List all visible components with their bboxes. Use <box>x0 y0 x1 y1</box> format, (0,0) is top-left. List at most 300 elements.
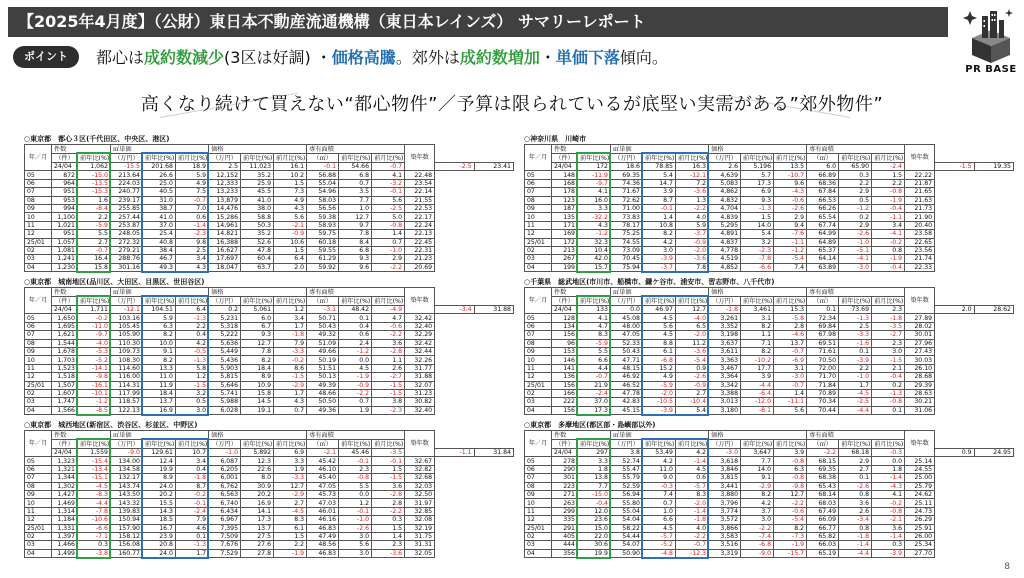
table-cell: 9.3 <box>241 331 274 339</box>
table-cell: 6.4 <box>176 306 209 314</box>
table-cell: 66.53 <box>807 196 839 204</box>
table-cell: -15.3 <box>78 188 111 196</box>
table-row <box>25 457 514 465</box>
table-cell: -1.5 <box>372 381 405 389</box>
table-cell: 22.31 <box>405 246 435 254</box>
table-cell: 148 <box>552 171 578 179</box>
row-ym: 02 <box>525 246 552 254</box>
table-cell: 31.88 <box>405 373 435 381</box>
table-row <box>25 339 514 347</box>
table-row <box>25 356 514 364</box>
panel-title: ○東京都 城西地区(新宿区、渋谷区、杉並区、中野区) <box>24 421 198 429</box>
table-cell: 16,388 <box>209 238 241 246</box>
table-cell: 5,318 <box>209 322 241 330</box>
table-cell: 1.1 <box>372 356 405 364</box>
table-cell: 3.4 <box>176 457 209 465</box>
table-cell: 2.2 <box>839 179 872 187</box>
table-cell: 1.8 <box>872 465 905 473</box>
row-ym: 09 <box>25 204 52 212</box>
table-cell: 1.5 <box>872 171 905 179</box>
table-cell: -6.4 <box>741 389 774 397</box>
table-cell: 42.83 <box>611 398 643 406</box>
table-row <box>525 322 1014 330</box>
table-cell: -1.1 <box>435 449 474 457</box>
table-cell: 66.26 <box>807 204 839 212</box>
header-yoy: 前年比(%) <box>643 297 676 306</box>
table-cell: 3.4 <box>176 255 209 263</box>
table-cell: 3,261 <box>709 314 741 322</box>
table-cell: 69.35 <box>611 171 643 179</box>
header-unit-price-unit: （万円） <box>111 297 143 306</box>
table-cell: 3,441 <box>709 482 741 490</box>
table-cell: 223 <box>552 482 578 490</box>
table-cell: -2.2 <box>676 204 709 212</box>
table-cell: -3.7 <box>676 230 709 238</box>
table-cell: 335 <box>552 516 578 524</box>
row-ym: 06 <box>525 465 552 473</box>
table-cell: 1.9 <box>339 406 372 414</box>
table-cell: 6,205 <box>209 465 241 473</box>
table-cell: -7.4 <box>741 532 774 540</box>
table-cell: 279.21 <box>111 246 143 254</box>
table-cell: 3.0 <box>643 246 676 254</box>
table-cell: 2.7 <box>839 465 872 473</box>
row-ym: 12 <box>525 230 552 238</box>
table-cell: -5.9 <box>643 381 676 389</box>
table-cell: 8.7 <box>643 196 676 204</box>
table-cell: 143.74 <box>111 482 143 490</box>
table-cell: 71.00 <box>611 204 643 212</box>
table-cell: 16.0 <box>578 196 611 204</box>
table-cell: -2.0 <box>676 331 709 339</box>
table-cell: 29.39 <box>905 381 935 389</box>
table-cell: 25.0 <box>143 179 176 187</box>
table-row <box>525 406 1014 414</box>
table-cell: 2.3 <box>372 541 405 549</box>
table-cell: 46.16 <box>307 516 339 524</box>
table-cell: 5,231 <box>209 314 241 322</box>
table-cell: 0.4 <box>176 465 209 473</box>
table-cell: -10.4 <box>676 398 709 406</box>
table-cell: 3.2 <box>741 238 774 246</box>
table-cell: 70.89 <box>807 389 839 397</box>
table-cell: 5.0 <box>372 213 405 221</box>
table-cell: -2.6 <box>774 204 807 212</box>
header-yoy: 前年比(%) <box>741 154 774 163</box>
table-cell: 8.2 <box>741 347 774 355</box>
header-mom: 前月比(%) <box>774 154 807 163</box>
table-cell: 1,544 <box>52 339 78 347</box>
row-ym: 03 <box>25 398 52 406</box>
table-cell: 3,866 <box>709 524 741 532</box>
header-count: 件数 <box>52 288 111 297</box>
row-ym: 12 <box>25 516 52 524</box>
table-cell: -5.8 <box>774 314 807 322</box>
header-yoy: 前年比(%) <box>241 154 274 163</box>
table-cell: 14.5 <box>241 398 274 406</box>
table-cell: -1.0 <box>339 516 372 524</box>
building-box-icon <box>962 8 1020 64</box>
table-cell: 872 <box>52 171 78 179</box>
table-cell: 1,321 <box>52 465 78 473</box>
table-cell: 15.0 <box>578 524 611 532</box>
row-ym: 02 <box>525 532 552 540</box>
table-cell: -5.4 <box>774 255 807 263</box>
header-age: 築年数 <box>905 288 935 314</box>
table-cell: 1.0 <box>643 507 676 515</box>
table-cell: 19.9 <box>578 549 611 557</box>
table-cell: -0.1 <box>372 457 405 465</box>
table-cell: 297 <box>578 449 611 457</box>
point-part: (3区は好調) ・ <box>224 48 332 67</box>
header-unit-price: ㎡単価 <box>111 145 209 154</box>
table-cell: -8.4 <box>78 204 111 212</box>
row-ym: 11 <box>25 507 52 515</box>
table-cell: 1,057 <box>52 238 78 246</box>
table-cell: 5,636 <box>209 339 241 347</box>
table-cell: 157.90 <box>111 524 143 532</box>
table-cell: 70.44 <box>807 406 839 414</box>
table-cell: 8.9 <box>241 373 274 381</box>
table-cell: -0.1 <box>176 499 209 507</box>
header-yoy: 前年比(%) <box>78 297 111 306</box>
table-cell: -3.0 <box>839 263 872 271</box>
header-ym: 年／月 <box>25 288 52 314</box>
panel-title: ○神奈川県 川崎市 <box>524 135 587 143</box>
table-cell: 356 <box>552 549 578 557</box>
table-cell: 24.0 <box>143 482 176 490</box>
table-cell: -1.9 <box>872 255 905 263</box>
table-cell: 0.2 <box>839 213 872 221</box>
table-cell: 50.43 <box>307 322 339 330</box>
panel-tama <box>524 421 1014 558</box>
table-cell: -7.8 <box>741 255 774 263</box>
header-count-unit: （件） <box>552 154 578 163</box>
table-cell: 74.55 <box>611 238 643 246</box>
table-row <box>525 246 1014 254</box>
table-row <box>525 204 1014 212</box>
table-cell: 40.5 <box>143 188 176 196</box>
table-cell: 7.9 <box>274 339 307 347</box>
table-cell: 0.2 <box>209 306 241 314</box>
table-cell: 5.9 <box>676 221 709 229</box>
table-cell: 58.22 <box>611 524 643 532</box>
table-cell: 1.3 <box>676 196 709 204</box>
table-cell: 129.61 <box>143 449 176 457</box>
table-cell: 1.7 <box>274 389 307 397</box>
table-cell: 52.33 <box>611 339 643 347</box>
table-cell: 6.8 <box>339 171 372 179</box>
table-row <box>25 331 514 339</box>
table-cell: 160.77 <box>111 549 143 557</box>
table-cell: -4.9 <box>372 306 405 314</box>
table-cell: 46.01 <box>307 507 339 515</box>
table-row <box>25 490 514 498</box>
table-cell: -4.4 <box>78 499 111 507</box>
table-cell: 31.77 <box>405 364 435 372</box>
table-cell: 49.32 <box>307 331 339 339</box>
table-cell: 68.36 <box>807 179 839 187</box>
table-cell: 8.2 <box>741 322 774 330</box>
table-cell: 994 <box>52 204 78 212</box>
table-cell: 14.0 <box>741 221 774 229</box>
table-cell: 150.94 <box>111 516 143 524</box>
table-cell: 35.2 <box>241 171 274 179</box>
row-ym: 09 <box>525 204 552 212</box>
table-cell: 4.7 <box>578 322 611 330</box>
table-cell: -2.7 <box>872 331 905 339</box>
table-cell: 953 <box>52 196 78 204</box>
row-ym: 03 <box>525 255 552 263</box>
table-cell: -9.0 <box>741 549 774 557</box>
table-cell: 37.0 <box>578 398 611 406</box>
table-cell: 0.1 <box>872 406 905 414</box>
table-cell: 3.3 <box>578 204 611 212</box>
table-cell: 5,222 <box>209 331 241 339</box>
row-ym: 11 <box>25 364 52 372</box>
table-cell: 0.7 <box>339 398 372 406</box>
table-cell: -15.4 <box>78 457 111 465</box>
table-cell: 7.8 <box>676 263 709 271</box>
table-cell: -1.4 <box>676 507 709 515</box>
table-row <box>25 246 514 254</box>
row-ym: 08 <box>525 196 552 204</box>
table-cell: 66.77 <box>807 524 839 532</box>
table-cell: 64.89 <box>807 238 839 246</box>
table-cell: -1.3 <box>872 389 905 397</box>
table-cell: 0.8 <box>872 246 905 254</box>
table-cell: 168 <box>552 179 578 187</box>
table-cell: 13.7 <box>143 398 176 406</box>
header-unit-price: ㎡単価 <box>111 288 209 297</box>
row-ym: 07 <box>25 188 52 196</box>
table-cell: 1,062 <box>78 163 111 171</box>
table-cell: 128 <box>552 314 578 322</box>
table-cell: 22.45 <box>405 238 435 246</box>
table-cell: -3.8 <box>78 549 111 557</box>
table-cell: -3.3 <box>274 474 307 482</box>
table-cell: 3.8 <box>611 449 643 457</box>
header-unit-price-unit: （万円） <box>611 297 643 306</box>
table-cell: 135 <box>552 213 578 221</box>
table-cell: 2.9 <box>839 221 872 229</box>
table-cell: 18,047 <box>209 263 241 271</box>
table-cell: 63.89 <box>807 263 839 271</box>
table-cell: 1.5 <box>372 465 405 473</box>
table-cell: 47.49 <box>307 532 339 540</box>
table-row <box>25 263 514 271</box>
header-price: 価格 <box>709 145 807 154</box>
table-cell: 248.05 <box>111 230 143 238</box>
table-cell: 30.82 <box>405 398 435 406</box>
header-yoy: 前年比(%) <box>241 440 274 449</box>
table-cell: -1.4 <box>872 474 905 482</box>
table-cell: 11.2 <box>676 339 709 347</box>
table-cell: 4.3 <box>274 398 307 406</box>
table-cell: -12.3 <box>676 549 709 557</box>
header-ym: 年／月 <box>25 145 52 171</box>
table-cell: -0.7 <box>372 163 405 171</box>
table-cell: 2.7 <box>676 389 709 397</box>
table-cell: 27.6 <box>241 541 274 549</box>
table-cell: -0.3 <box>872 449 905 457</box>
table-cell: 59.75 <box>307 230 339 238</box>
table-cell: 3.0 <box>339 549 372 557</box>
table-row <box>25 524 514 532</box>
table-cell: -1.3 <box>839 314 872 322</box>
row-ym: 09 <box>25 347 52 355</box>
table-cell: 0.6 <box>339 331 372 339</box>
table-cell: 5,083 <box>709 179 741 187</box>
header-area: 専有面積 <box>307 288 405 297</box>
table-cell: 35.2 <box>241 230 274 238</box>
table-cell: 1,469 <box>52 499 78 507</box>
row-ym: 04 <box>525 263 552 271</box>
data-table <box>524 144 1014 272</box>
table-row <box>25 398 514 406</box>
table-cell: 21.63 <box>905 196 935 204</box>
table-row <box>525 457 1014 465</box>
table-cell: 4.1 <box>578 188 611 196</box>
row-ym: 09 <box>25 490 52 498</box>
table-cell: -5.3 <box>78 347 111 355</box>
table-cell: 52.6 <box>241 238 274 246</box>
table-cell: -2.2 <box>372 263 405 271</box>
table-row <box>25 221 514 229</box>
point-part: 成約数減少 <box>144 48 225 67</box>
row-ym: 25/01 <box>525 524 552 532</box>
table-cell: 3,467 <box>709 364 741 372</box>
table-cell: -0.8 <box>872 507 905 515</box>
table-cell: 48.66 <box>307 389 339 397</box>
table-cell: 3,363 <box>709 356 741 364</box>
table-cell: -8.1 <box>741 406 774 414</box>
table-cell: 9.6 <box>339 263 372 271</box>
table-cell: -1.5 <box>372 389 405 397</box>
row-ym: 04 <box>25 263 52 271</box>
panel-kawasaki <box>524 135 1014 272</box>
table-cell: -2.1 <box>872 516 905 524</box>
table-cell: 32.42 <box>405 339 435 347</box>
table-cell: -2.3 <box>176 230 209 238</box>
point-part: 単価下落 <box>555 48 620 67</box>
table-row <box>25 163 514 171</box>
table-cell: -2.1 <box>307 449 339 457</box>
table-cell: -2.4 <box>176 507 209 515</box>
table-cell: 72.34 <box>807 314 839 322</box>
table-cell: 146 <box>552 356 578 364</box>
table-cell: 1,184 <box>52 516 78 524</box>
header-mom: 前月比(%) <box>872 440 905 449</box>
table-cell: 58.03 <box>307 196 339 204</box>
table-cell: 22.0 <box>578 532 611 540</box>
table-cell: -0.1 <box>643 204 676 212</box>
header-unit-price-unit: （万円） <box>111 154 143 163</box>
table-cell: 0.1 <box>839 474 872 482</box>
table-cell: -1.8 <box>676 516 709 524</box>
table-cell: 73.83 <box>611 213 643 221</box>
table-cell: -4.4 <box>741 381 774 389</box>
table-cell: -3.4 <box>839 516 872 524</box>
table-cell: 30.9 <box>241 482 274 490</box>
table-cell: 25.14 <box>905 457 935 465</box>
table-cell: 2.9 <box>839 457 872 465</box>
table-cell: 405 <box>552 532 578 540</box>
table-cell: -0.3 <box>643 482 676 490</box>
table-cell: 4.3 <box>578 221 611 229</box>
table-cell: 32.85 <box>405 507 435 515</box>
table-cell: -5.4 <box>774 516 807 524</box>
table-cell: 27.89 <box>905 314 935 322</box>
table-cell: 9.3 <box>741 196 774 204</box>
table-cell: -12.0 <box>741 398 774 406</box>
table-cell: 3.4 <box>274 314 307 322</box>
table-cell: 6.8 <box>339 246 372 254</box>
table-cell: 46.7 <box>143 255 176 263</box>
table-cell: 21.87 <box>905 179 935 187</box>
table-cell: 0.5 <box>839 196 872 204</box>
table-cell: 199 <box>552 263 578 271</box>
pr-base-logo <box>962 8 1020 78</box>
table-cell: 134.00 <box>111 457 143 465</box>
table-cell: -0.7 <box>578 373 611 381</box>
table-cell: -1.2 <box>339 347 372 355</box>
table-cell: 41.0 <box>241 196 274 204</box>
table-cell: 172 <box>552 238 578 246</box>
row-ym: 06 <box>525 179 552 187</box>
table-row <box>25 381 514 389</box>
header-count: 件数 <box>552 288 611 297</box>
table-cell: -5.2 <box>78 356 111 364</box>
table-cell: 47.05 <box>611 331 643 339</box>
table-cell: 11,023 <box>241 163 274 171</box>
table-cell: 69.35 <box>807 465 839 473</box>
table-cell: 23.6 <box>578 516 611 524</box>
table-cell: 110.30 <box>111 339 143 347</box>
table-cell: 1,523 <box>52 364 78 372</box>
table-cell: 8.3 <box>676 490 709 498</box>
row-ym: 12 <box>525 516 552 524</box>
table-cell: 3,583 <box>709 532 741 540</box>
table-cell: 14,961 <box>209 221 241 229</box>
table-cell: 3,319 <box>709 549 741 557</box>
table-cell: 10.4 <box>578 246 611 254</box>
table-cell: 290 <box>552 465 578 473</box>
table-cell: 22.48 <box>405 171 435 179</box>
table-cell: 31.84 <box>474 449 513 457</box>
table-cell: 3,637 <box>709 339 741 347</box>
point-part: 傾向。 <box>619 48 668 67</box>
row-ym: 08 <box>25 482 52 490</box>
table-cell: 24.73 <box>905 507 935 515</box>
table-cell: 40.8 <box>143 238 176 246</box>
table-row <box>25 406 514 414</box>
table-cell: 8.2 <box>241 356 274 364</box>
header-yoy: 前年比(%) <box>643 440 676 449</box>
table-cell: 951 <box>52 230 78 238</box>
header-yoy: 前年比(%) <box>339 297 372 306</box>
table-cell: -0.8 <box>774 457 807 465</box>
table-cell: 6.4 <box>274 255 307 263</box>
table-row <box>525 474 1014 482</box>
table-cell: -1.8 <box>176 474 209 482</box>
table-cell: -1.5 <box>872 356 905 364</box>
table-cell: -4.0 <box>78 339 111 347</box>
table-row <box>25 449 514 457</box>
table-cell: 68.15 <box>807 457 839 465</box>
table-cell: 5.8 <box>176 364 209 372</box>
table-cell: 3.6 <box>872 524 905 532</box>
